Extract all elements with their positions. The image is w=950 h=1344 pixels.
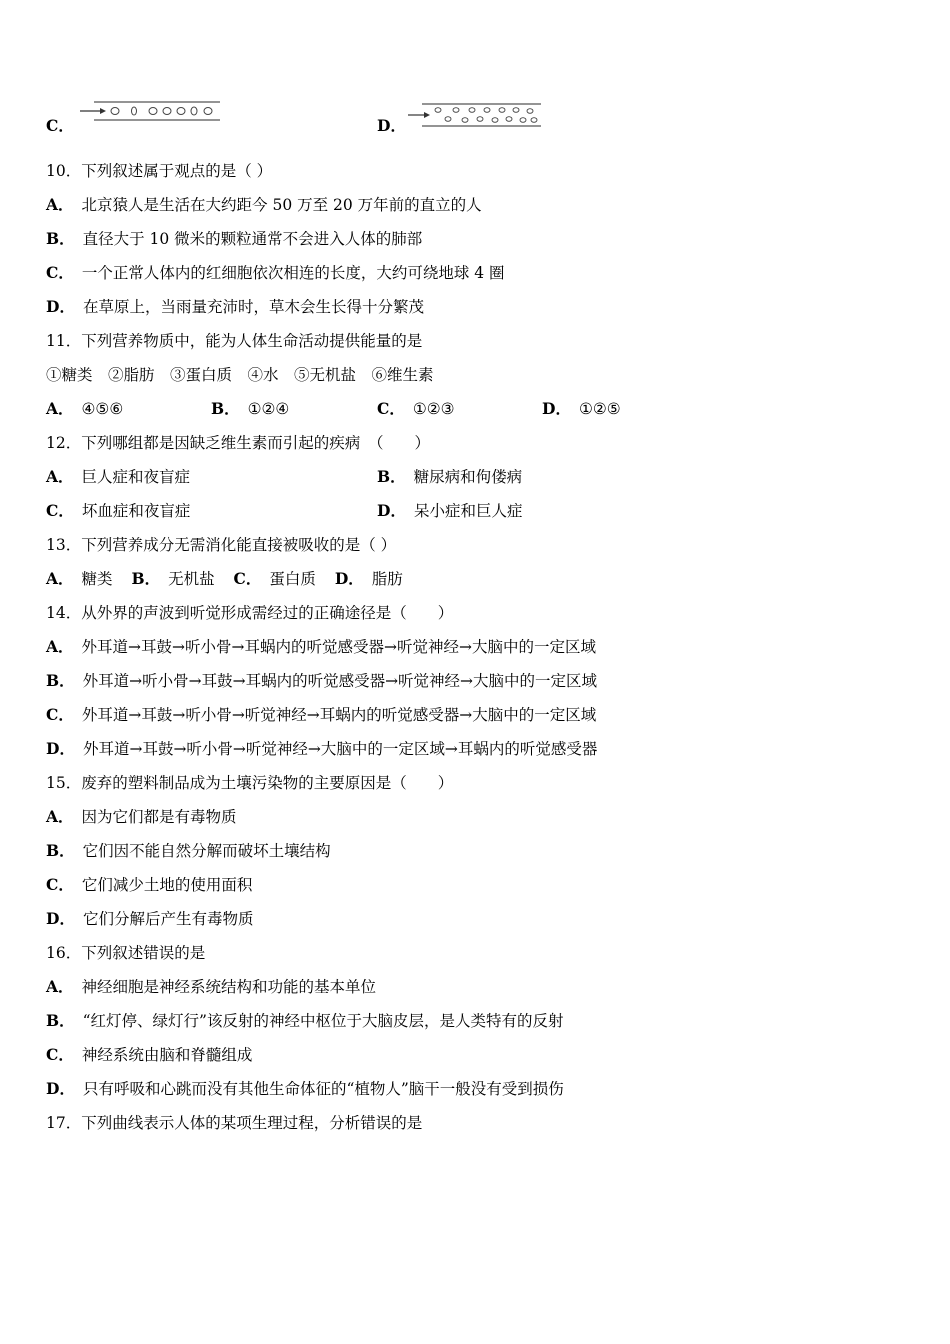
q10-option-b[interactable] [46, 229, 422, 249]
option-text: ①②⑤ [578, 400, 621, 418]
q16-option-d[interactable] [46, 1079, 564, 1099]
option-text: 神经细胞是神经系统结构和功能的基本单位 [81, 978, 377, 996]
option-label: A． [46, 977, 74, 996]
option-text: 它们因不能自然分解而破坏土壤结构 [82, 842, 331, 860]
q13-option-b[interactable] [131, 570, 214, 588]
option-label: A． [46, 569, 74, 588]
option-text: ①②③ [412, 400, 455, 418]
q12-option-c[interactable] [46, 501, 190, 521]
option-text: 脂肪 [371, 570, 403, 588]
option-label: B． [46, 1011, 75, 1030]
option-label: D． [542, 399, 571, 418]
option-label: D． [46, 909, 75, 928]
q13-option-a[interactable] [46, 570, 113, 588]
option-text: 在草原上，当雨量充沛时，草木会生长得十分繁茂 [82, 298, 424, 316]
option-label: D． [46, 1079, 75, 1098]
q9-option-c[interactable] [46, 116, 82, 136]
option-text: 只有呼吸和心跳而没有其他生命体征的“植物人”脑干一般没有受到损伤 [82, 1080, 564, 1098]
q15-stem: 15．废弃的塑料制品成为土壤污染物的主要原因是（ ） [46, 774, 454, 792]
option-label: D． [46, 297, 75, 316]
option-text: 外耳道→听小骨→耳鼓→耳蜗内的听觉感受器→听觉神经→大脑中的一定区域 [82, 672, 598, 690]
q13-stem: 13．下列营养成分无需消化能直接被吸收的是（ ） [46, 536, 397, 554]
q10-option-d[interactable] [46, 297, 424, 317]
q15-option-c[interactable] [46, 875, 252, 895]
option-label: A． [46, 637, 74, 656]
q13-option-d[interactable] [335, 570, 403, 588]
option-label: B． [377, 467, 406, 486]
option-label: A． [46, 807, 74, 826]
q14-option-c[interactable] [46, 705, 596, 725]
option-text: 因为它们都是有毒物质 [81, 808, 237, 826]
option-text: 坏血症和夜盲症 [81, 502, 191, 520]
blood-vessel-diagram-d [408, 102, 543, 128]
option-text: 蛋白质 [269, 570, 316, 588]
q11-option-c[interactable] [377, 399, 455, 419]
option-label: D． [377, 501, 406, 520]
option-label: C． [46, 263, 74, 282]
option-text: 神经系统由脑和脊髓组成 [81, 1046, 253, 1064]
option-label: C． [46, 705, 74, 724]
option-label: C． [46, 116, 74, 135]
option-text: 无机盐 [168, 570, 215, 588]
option-label: C． [233, 569, 262, 588]
option-text: 直径大于 10 微米的颗粒通常不会进入人体的肺部 [82, 230, 423, 248]
option-text: ④⑤⑥ [81, 400, 124, 418]
q11-option-a[interactable] [46, 399, 123, 419]
option-label: A． [46, 467, 74, 486]
option-label: B． [46, 671, 75, 690]
option-text: ①②④ [247, 400, 290, 418]
option-text: 它们分解后产生有毒物质 [82, 910, 254, 928]
q14-option-a[interactable] [46, 637, 596, 657]
q14-option-d[interactable] [46, 739, 597, 759]
q10-option-c[interactable] [46, 263, 505, 283]
q15-option-a[interactable] [46, 807, 237, 827]
option-text: 外耳道→耳鼓→听小骨→听觉神经→耳蜗内的听觉感受器→大脑中的一定区域 [81, 706, 597, 724]
option-text: 糖类 [81, 570, 113, 588]
option-text: 糖尿病和佝偻病 [413, 468, 523, 486]
q12-option-b[interactable] [377, 467, 522, 487]
option-label: D． [377, 116, 406, 135]
option-label: D． [46, 739, 75, 758]
q11-option-d[interactable] [542, 399, 621, 419]
option-text: 外耳道→耳鼓→听小骨→耳蜗内的听觉感受器→听觉神经→大脑中的一定区域 [81, 638, 596, 656]
option-text: 呆小症和巨人症 [413, 502, 523, 520]
option-label: C． [46, 875, 74, 894]
option-text: 一个正常人体内的红细胞依次相连的长度，大约可绕地球 4 圈 [81, 264, 505, 282]
q16-option-a[interactable] [46, 977, 376, 997]
q14-option-b[interactable] [46, 671, 597, 691]
option-label: C． [46, 1045, 74, 1064]
option-label: B． [211, 399, 240, 418]
option-label: B． [46, 841, 75, 860]
q12-option-d[interactable] [377, 501, 522, 521]
option-text: 巨人症和夜盲症 [81, 468, 191, 486]
blood-vessel-diagram-c [80, 100, 222, 124]
q11-items: ①糖类 ②脂肪 ③蛋白质 ④水 ⑤无机盐 ⑥维生素 [46, 366, 434, 384]
option-label: A． [46, 399, 74, 418]
q12-stem: 12．下列哪组都是因缺乏维生素而引起的疾病 （ ） [46, 434, 430, 452]
q12-option-a[interactable] [46, 467, 190, 487]
option-label: B． [46, 229, 75, 248]
q10-option-a[interactable] [46, 195, 482, 215]
option-label: D． [334, 569, 364, 588]
option-label: A． [46, 195, 74, 214]
q16-option-c[interactable] [46, 1045, 252, 1065]
option-text: 北京猿人是生活在大约距今 50 万至 20 万年前的直立的人 [81, 196, 482, 214]
q15-option-d[interactable] [46, 909, 253, 929]
q14-stem: 14．从外界的声波到听觉形成需经过的正确途径是（ ） [46, 604, 454, 622]
q16-option-b[interactable] [46, 1011, 563, 1031]
option-text: 外耳道→耳鼓→听小骨→听觉神经→大脑中的一定区域→耳蜗内的听觉感受器 [82, 740, 598, 758]
option-label: C． [46, 501, 74, 520]
q13-options-row [46, 569, 403, 589]
q15-option-b[interactable] [46, 841, 331, 861]
q17-stem: 17．下列曲线表示人体的某项生理过程，分析错误的是 [46, 1114, 423, 1132]
q11-stem: 11．下列营养物质中，能为人体生命活动提供能量的是 [46, 332, 423, 350]
option-label: C． [377, 399, 405, 418]
q10-stem: 10．下列叙述属于观点的是（ ） [46, 162, 273, 180]
option-text: 它们减少土地的使用面积 [81, 876, 253, 894]
q13-option-c[interactable] [234, 570, 316, 588]
q11-option-b[interactable] [211, 399, 289, 419]
q16-stem: 16．下列叙述错误的是 [46, 944, 206, 962]
option-text: “红灯停、绿灯行”该反射的神经中枢位于大脑皮层，是人类特有的反射 [82, 1012, 564, 1030]
option-label: B． [131, 569, 161, 588]
